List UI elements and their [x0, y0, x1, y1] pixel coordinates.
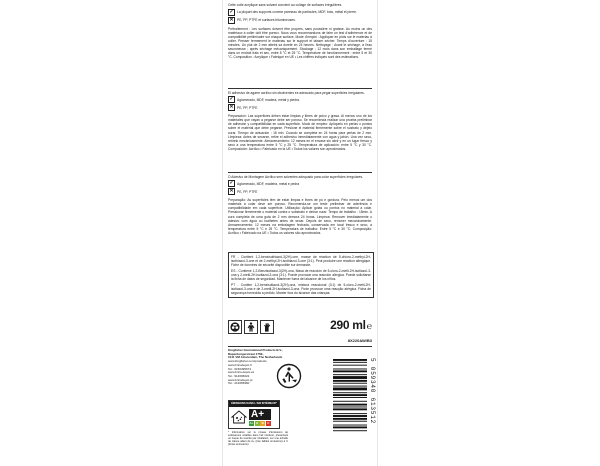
barcode-bar [333, 415, 367, 417]
safety-glasses-icon [228, 320, 242, 334]
portuguese-section [228, 170, 372, 237]
barcode-bar [333, 380, 367, 382]
company-name: Kingfisher International Products B.V., [228, 348, 283, 352]
estimated-sign: ℮ [366, 321, 372, 332]
divider [228, 346, 372, 347]
barcode-bar [333, 365, 367, 366]
barcode-bar [333, 388, 367, 391]
barcode-bar [333, 426, 367, 428]
french-section [228, 3, 372, 61]
barcode [333, 358, 367, 458]
recycling-icon [276, 363, 302, 389]
barcode-bar [333, 369, 367, 370]
emissions-grade: A+ [249, 409, 271, 420]
spanish-section [228, 86, 372, 153]
barcode-bar [333, 430, 367, 431]
french-instructions: Prétraitement : Les surfaces doivent être propres, sans poussière ni graisse. Au moins un des matériaux à coller doit être poreux. Nous vous recommandons de faire un test d'adhérence et de compatibilité préliminaire sur chaque surface. Mode d'emploi : Appliquer en plots sur le matériau à coller. Presser fermement le matériau sur le support et laisser sécher. Temps d'ouverture : 15 minutes. Un plot de 2 mm atteint sa dureté en 24 heures. Nettoyage : Avant le séchage, à l'eau savonneuse ; après séchage mécaniquement. Stockage : 12 mois dans son emballage fermé dans un endroit frais et sec, entre 5 °C et 25 °C. Température de fonctionnement : entre 5 et 30 °C. Composition : Acrylique • Fabriqué en UE • Les chiffres indiqués sont des estimations. [228, 26, 372, 60]
barcode-bar [333, 362, 367, 363]
cross-icon: ✕ [229, 188, 234, 195]
emissions-block [228, 400, 288, 448]
cross-icon: ✕ [229, 16, 234, 23]
divider [228, 172, 372, 173]
barcode-bar [333, 370, 367, 372]
barcode-bar [333, 425, 367, 426]
barcode-bar [333, 401, 367, 402]
barcode-bar [333, 394, 367, 396]
product-ref: 8X220AW/B3 [347, 338, 372, 343]
intro-text: Cette colle acrylique sans solvant convient au collage de surfaces irrégulières. [228, 3, 343, 7]
net-volume: 290 ml [330, 318, 366, 333]
barcode-bar [333, 407, 367, 408]
barcode-bar [333, 359, 367, 361]
ppe-pictograms [228, 320, 274, 334]
unsuitable-check: ✕ PE, PP, PTFE [229, 104, 258, 111]
barcode-bar [333, 386, 367, 387]
barcode-bar [333, 413, 367, 414]
unsuitable-check: ✕ PE, PP, PTFE et surfaces bitumineuses. [229, 16, 296, 23]
divider [228, 88, 372, 89]
spanish-instructions: Preparación: Las superficies deben estar limpias y libres de polvo y grasa. Al menos uno de los materiales que vayan a pegarse debe ser poroso. Se recomienda realizar una prueba preliminar de adhesión y compatibilidad en cada superficie. Modo de empleo: Aplíquelo en perlas o puntos sobre el material que debe pegarse. Presione el material firmemente sobre el sustrato y déjelo curar. Tiempo de actuación : 15 min. Cuando se completa en 24 horas para perlas de 2 mm. Limpieza: Antes de secarse, retire el adhesivo inmediatamente con agua y jabón. Una vez seco, retírelo mecánicamente. Almacenamiento: 12 meses en el envase sin abrir y en un lugar fresco y seco a una temperatura entre 5 °C y 25 °C. Temperatura de aplicación: entre 5 °C y 30 °C. Composición: Acrílico • Fabricado en la UE • Todos los valores son aproximados. [228, 114, 372, 151]
barcode-bar [333, 383, 367, 384]
portuguese-intro: O Adesivo de Montagem Acrílico sem solventes adequado para colar superfícies irregulares. [228, 174, 364, 179]
spanish-intro: El adhesivo de agarre acrílico sin disolventes es adecuado para pegar superficies irregulares. [228, 90, 365, 95]
cross-icon: ✕ [229, 104, 234, 111]
emissions-house-icon [231, 410, 247, 424]
portuguese-instructions: Preparação: As superfícies têm de estar limpas e livres de pó e gordura. Pelo menos um dos materiais a colar deve ser poroso. Recomenda-se um teste preliminar de aderência e compatibilidade em cada superfície. Utilização: Aplicar gotas ou pontos no material a colar. Pressionar firmemente o material contra o substrato e deixar curar. Tempo de trabalho : 15min. A cura completa de uma gota de 2 mm demora 24 horas. Limpeza: Remover imediatamente o adesivo com água ou toalhetes antes de secar. Depois de seco, remover mecanicamente. Armazenamento: 12 meses na embalagem fechada, conservada em local fresco e seco, a temperatura entre 5 °C e 25 °C. Temperatura de trabalho: Entre 5 °C e 30 °C. Composição: Acrílico • Fabricado na UE • Todos os valores são aproximados. [228, 198, 372, 235]
barcode-bar [333, 392, 367, 393]
check-icon: ✓ [229, 8, 234, 15]
suitable-check: ✓ Aglomerado, MDF, madera, metal y piedra. [229, 96, 300, 103]
protective-clothing-icon [244, 320, 258, 334]
pictogram-volume-row [228, 320, 372, 334]
panel-right-edge [377, 0, 378, 466]
warning-pt: PT - Contém 1,2-benzisotiazol-3(2H)-ona, mistura reaccional (3:1) de 5-cloro-2-metil-2H-isotiazol-3-ona e de 2-metil-2H-isotiazol-3-ona. Pode provocar uma reacção alérgica. Ficha de segurança fornecida a pedido. Manter fora do alcance das crianças. [231, 282, 371, 295]
emissions-scale: A+ A B C [249, 421, 270, 426]
barcode-bar [333, 404, 367, 406]
barcode-bar [333, 397, 367, 398]
emissions-label [228, 400, 280, 429]
emissions-header: ÉMISSIONS DANS L'AIR INTÉRIEUR* [229, 401, 279, 407]
barcode-bar [333, 376, 367, 379]
product-label-panel [224, 0, 376, 466]
unsuitable-check: ✕ PE, PP, PTFE [229, 188, 258, 195]
suitable-check: ✓ Aglomerado, MDF, madeira, metal e pedra [229, 180, 300, 187]
barcode-bar [333, 418, 367, 420]
check-icon: ✓ [229, 96, 234, 103]
hazard-warnings [228, 252, 374, 298]
gloves-icon [260, 320, 274, 334]
barcode-bar [333, 408, 367, 410]
barcode-digits-wrap [366, 358, 374, 458]
barcode-number: 5 059340 613512 [369, 358, 376, 425]
company-address: Kingfisher International Products B.V., Rapenburgerstraat 175E, 1011 VM Amsterdam, The Netherlands www.kingfisher.com/products www.bricodepot.fr Tel.: 0156495674 www.brico-depot.es Tel.: 914606622 www.bricodepot.pt Tel.: 213665960 [228, 349, 286, 386]
check-icon: ✓ [229, 180, 234, 187]
warning-es: ES - Contiene 1,2-Benzisotiazol-3(2H)-ona, Masa de reacción de 5-cloro-2-metil-2H-isotiazol-3-ona y 2-metil-2H-isotiazol-3-ona (3:1). Puede provocar una reacción alérgica. Puede solicitarse la ficha de datos de seguridad. Mantener fuera del alcance de los niños. [231, 268, 371, 281]
panel-left-edge [222, 0, 223, 466]
warning-fr: FR - Contient 1,2-benzisothiazol-3(2H)-one, masse de réaction de 5-chloro-2-methyl-2H-isothiazol-3-one et de 2-méthyl-2H-isothiazol-3-one (3:1). Peut produire une réaction allergique. Fiche de données de sécurité disponible sur demande. [231, 255, 371, 268]
barcode-bar [333, 374, 367, 375]
barcode-bar [333, 421, 367, 422]
emissions-footnote: * Information sur le niveau d'émissions de substances volatiles dans l'air intérieur, présentant un risque de toxicité par inhalation, sur une échelle de classe allant de A+ (très faibles émissions) à C (fortes émissions). [228, 430, 288, 447]
suitable-check: ✓ La plupart des supports comme panneau de particules, MDF, bois, métal et pierre. [229, 8, 357, 15]
volume-block [330, 318, 372, 333]
